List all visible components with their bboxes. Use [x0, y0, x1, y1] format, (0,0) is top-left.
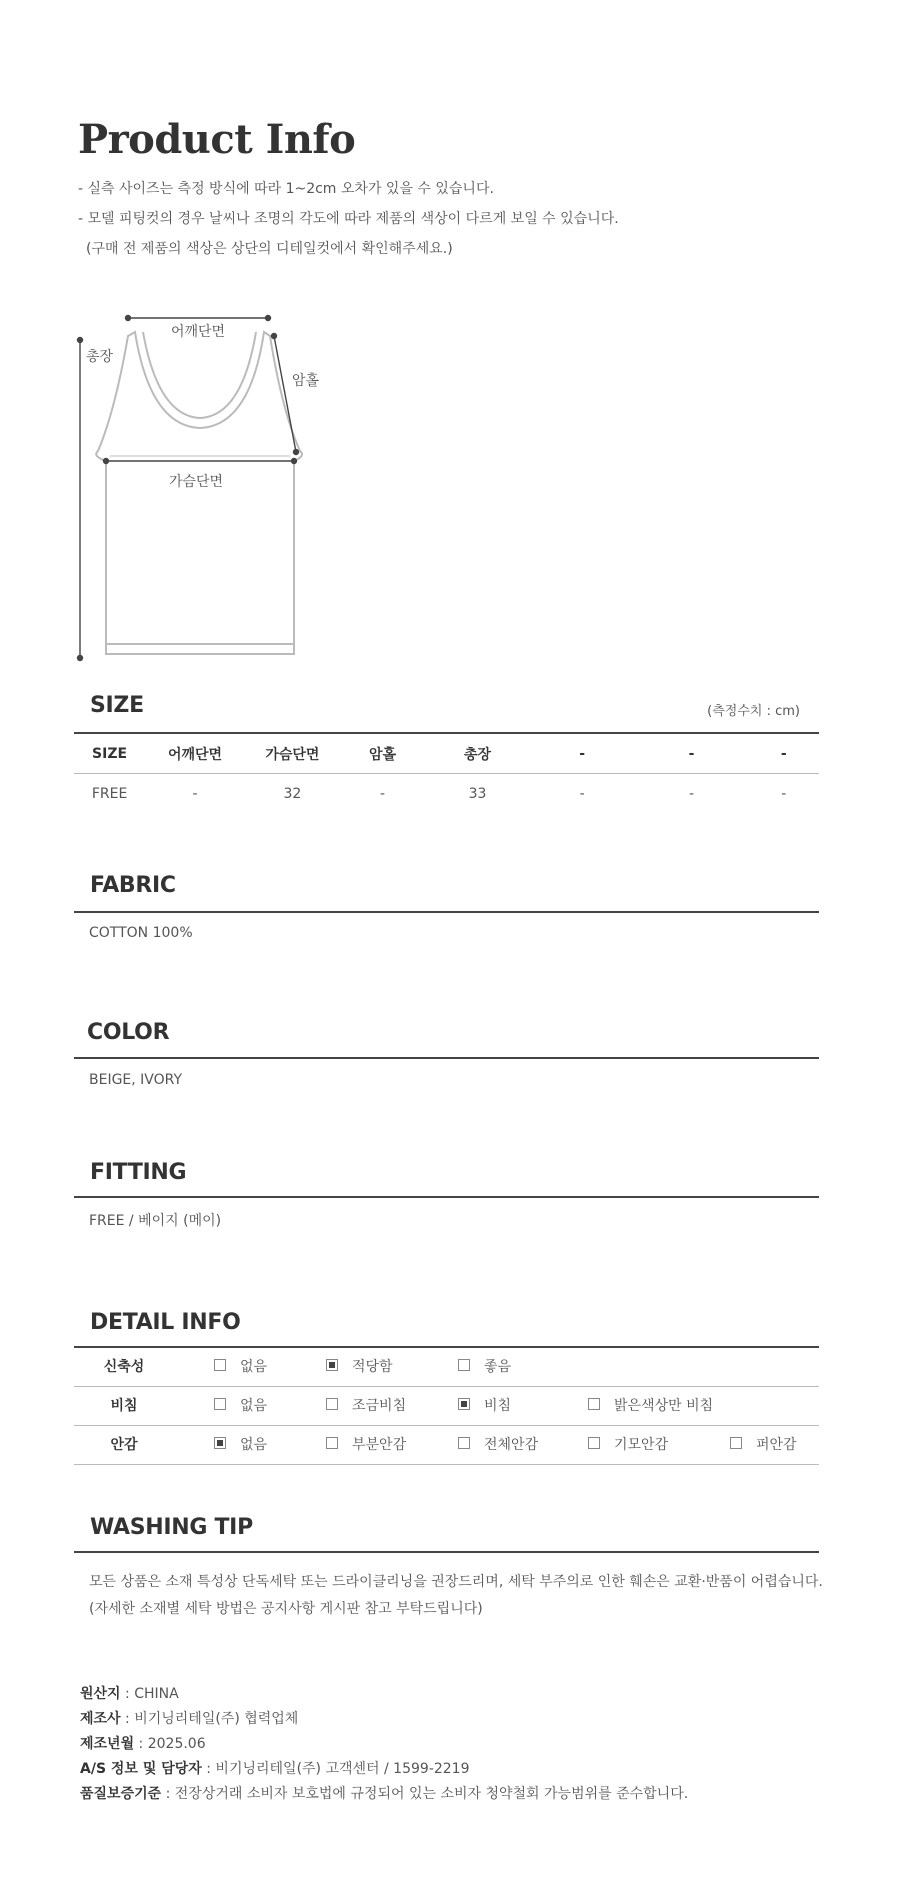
- option-item[interactable]: [214, 1387, 267, 1425]
- size-col-header: -: [749, 734, 819, 774]
- info-manufacturer: 제조사 : 비기닝리테일(주) 협력업체: [80, 1711, 299, 1727]
- option-item[interactable]: [458, 1348, 511, 1386]
- section-divider: [74, 911, 819, 913]
- section-divider: [74, 1196, 819, 1198]
- checkbox-icon: [588, 1398, 600, 1410]
- size-cell: -: [688, 786, 694, 802]
- size-cell: -: [579, 786, 585, 802]
- info-manufacture-date: 제조년월 : 2025.06: [80, 1736, 206, 1752]
- option-label: 없음: [240, 1437, 268, 1453]
- option-item[interactable]: [214, 1348, 267, 1386]
- page-title: Product Info: [78, 116, 356, 163]
- length-label: 총장: [86, 349, 114, 365]
- fitting-value: FREE / 베이지 (메이): [89, 1213, 222, 1229]
- option-item[interactable]: [326, 1348, 393, 1386]
- size-cell: 33: [468, 786, 487, 802]
- option-label: 조금비침: [352, 1398, 407, 1414]
- info-as-contact: A/S 정보 및 담당자 : 비기닝리테일(주) 고객센터 / 1599-2219: [80, 1761, 470, 1777]
- checkbox-icon: [458, 1359, 470, 1371]
- option-label: 퍼안감: [756, 1437, 797, 1453]
- checkbox-icon: [326, 1437, 338, 1449]
- option-item[interactable]: [588, 1387, 713, 1425]
- color-section-title: COLOR: [87, 1020, 170, 1045]
- checkbox-icon: [730, 1437, 742, 1449]
- chest-label: 가슴단면: [168, 474, 224, 490]
- checkbox-checked-icon: [214, 1437, 226, 1449]
- size-col-header: SIZE: [74, 734, 145, 774]
- checkbox-icon: [458, 1437, 470, 1449]
- fabric-value: COTTON 100%: [89, 925, 193, 941]
- info-origin: 원산지 : CHINA: [80, 1686, 179, 1702]
- checkbox-icon: [588, 1437, 600, 1449]
- size-col-header: 암홀: [340, 734, 425, 774]
- detail-row-sheer: [74, 1387, 819, 1426]
- detail-section-title: DETAIL INFO: [90, 1310, 241, 1335]
- tank-top-outline: [96, 332, 302, 654]
- detail-row-label: 비침: [110, 1398, 138, 1414]
- size-col-header: 어깨단면: [145, 734, 245, 774]
- note-line: - 모델 피팅컷의 경우 날씨나 조명의 각도에 따라 제품의 색상이 다르게 보일 수 있습니다.: [78, 211, 619, 227]
- option-label: 좋음: [484, 1359, 512, 1375]
- shoulder-label: 어깨단면: [170, 324, 226, 340]
- size-table: [74, 734, 819, 814]
- note-line: (구매 전 제품의 색상은 상단의 디테일컷에서 확인해주세요.): [86, 241, 453, 257]
- option-item[interactable]: [588, 1426, 668, 1464]
- table-row: [74, 774, 819, 815]
- armhole-label: 암홀: [292, 373, 320, 389]
- size-unit-note: (측정수치 : cm): [707, 704, 800, 719]
- detail-row-lining: [74, 1426, 819, 1465]
- fitting-section-title: FITTING: [90, 1160, 187, 1185]
- option-label: 없음: [240, 1359, 268, 1375]
- option-item[interactable]: [326, 1387, 406, 1425]
- option-item[interactable]: [326, 1426, 406, 1464]
- note-line: - 실측 사이즈는 측정 방식에 따라 1~2cm 오차가 있을 수 있습니다.: [78, 181, 494, 197]
- washing-line: 모든 상품은 소재 특성상 단독세탁 또는 드라이클리닝을 권장드리며, 세탁 부주의로 인한 훼손은 교환·반품이 어렵습니다.: [89, 1574, 823, 1590]
- size-col-header: -: [634, 734, 748, 774]
- checkbox-icon: [214, 1359, 226, 1371]
- washing-line: (자세한 소재별 세탁 방법은 공지사항 게시판 참고 부탁드립니다): [89, 1601, 483, 1617]
- checkbox-checked-icon: [326, 1359, 338, 1371]
- fabric-section-title: FABRIC: [90, 873, 176, 898]
- checkbox-icon: [326, 1398, 338, 1410]
- option-label: 밝은색상만 비침: [614, 1398, 714, 1414]
- option-label: 비침: [484, 1398, 512, 1414]
- section-divider: [74, 1057, 819, 1059]
- detail-row-stretch: [74, 1348, 819, 1387]
- size-cell: -: [192, 786, 198, 802]
- option-item[interactable]: [458, 1426, 538, 1464]
- size-cell: FREE: [91, 786, 128, 802]
- washing-section-title: WASHING TIP: [90, 1515, 253, 1540]
- info-quality-standard: 품질보증기준 : 전장상거래 소비자 보호법에 규정되어 있는 소비자 청약철회 가능범위를 준수합니다.: [80, 1786, 689, 1802]
- size-cell: 32: [283, 786, 302, 802]
- checkbox-checked-icon: [458, 1398, 470, 1410]
- tank-top-measurement-diagram: [70, 306, 340, 666]
- detail-row-label: 안감: [110, 1437, 138, 1453]
- size-cell: -: [781, 786, 787, 802]
- size-section-title: SIZE: [90, 693, 144, 718]
- option-label: 적당함: [352, 1359, 393, 1375]
- size-col-header: 총장: [425, 734, 530, 774]
- size-col-header: -: [530, 734, 634, 774]
- option-item[interactable]: [214, 1426, 267, 1464]
- size-cell: -: [379, 786, 386, 802]
- detail-row-label: 신축성: [103, 1359, 145, 1375]
- option-label: 기모안감: [614, 1437, 669, 1453]
- option-label: 전체안감: [484, 1437, 539, 1453]
- option-label: 없음: [240, 1398, 268, 1414]
- checkbox-icon: [214, 1398, 226, 1410]
- color-value: BEIGE, IVORY: [89, 1072, 183, 1088]
- section-divider: [74, 1551, 819, 1553]
- option-item[interactable]: [458, 1387, 511, 1425]
- option-item[interactable]: [730, 1426, 797, 1464]
- size-col-header: 가슴단면: [245, 734, 340, 774]
- size-table-header: [74, 734, 819, 774]
- option-label: 부분안감: [352, 1437, 407, 1453]
